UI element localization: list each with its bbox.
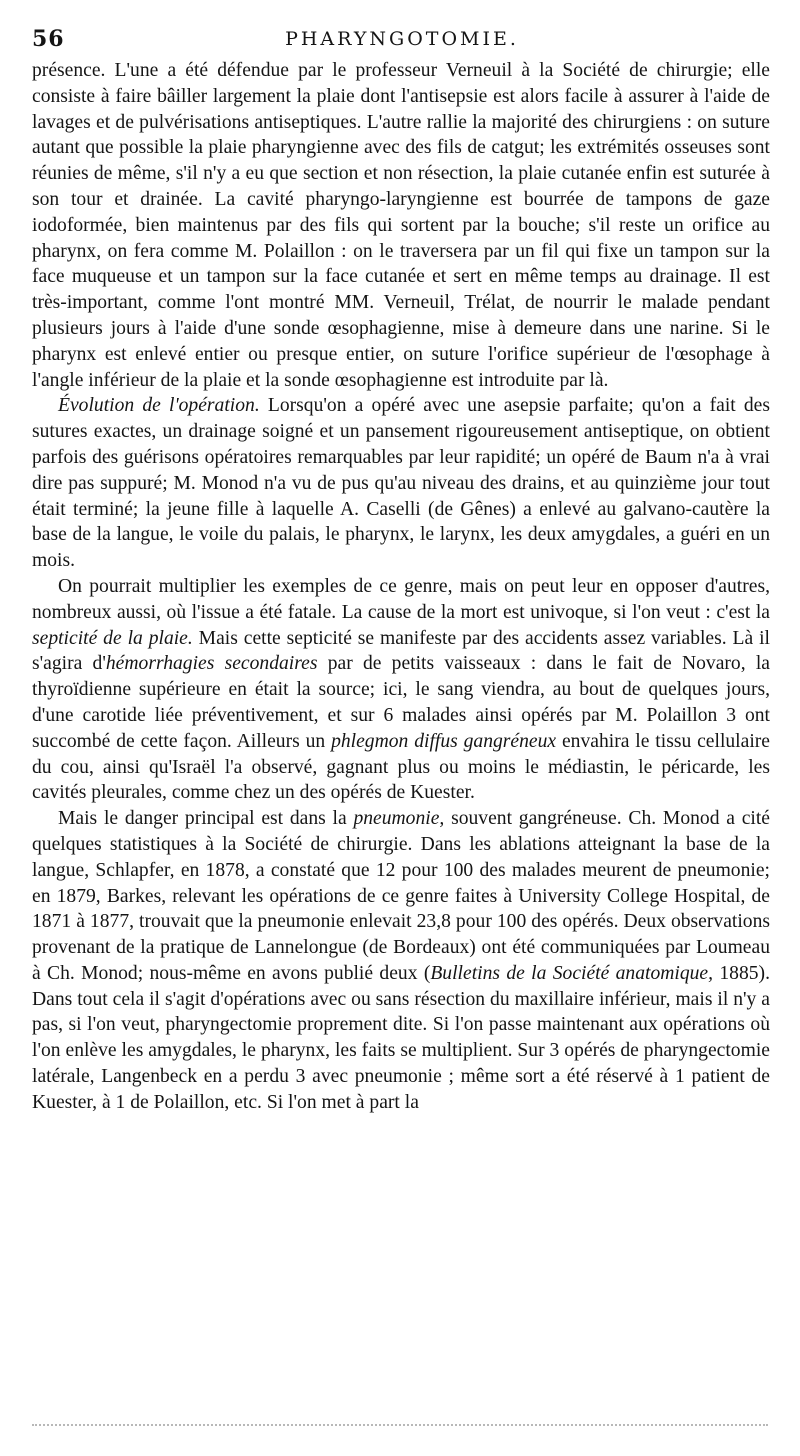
text-run: On pourrait multiplier les exemples de ce genre, mais on peut leur en opposer d'autres, nombreux aussi, où l'issue a été fatale. La cause de la mort est univoque, si l'on veut : c'est la: [32, 575, 770, 623]
text-run: par de petits vaisseaux : dans le fait de Novaro, la thyroïdienne supérieure en était la source; ici, le sang viendra, au bout de quelques jours, d'une carotide liée préventivement, et sur 6 malades ainsi opérés par M. Polaillon 3 ont succombé de cette façon. Ailleurs un: [32, 653, 770, 752]
page-header: [32, 26, 772, 56]
running-title: PHARYNGOTOMIE.: [285, 28, 519, 50]
text-run: Mais cette septicité se manifeste par des accidents assez variables. Là il s'agira d': [32, 627, 770, 675]
italic-phrase: septicité de la plaie.: [32, 627, 193, 649]
body-text: [32, 58, 770, 1116]
text-run: Lorsqu'on a opéré avec une asepsie parfaite; qu'on a fait des sutures exactes, un drainage soigné et un pansement rigoureusement antiseptique, on obtient parfois des guérisons opératoires remarquables par leur rapidité; un opéré de Baum n'a à vrai dire pas suppuré; M. Monod n'a vu de pus qu'au niveau des drains, et au quinzième jour tout était terminé; la jeune fille à laquelle A. Caselli (de Gênes) a enlevé au galvano-cautère la base de la langue, le voile du palais, le pharynx, le larynx, les deux amygdales, a guéri en un mois.: [32, 395, 770, 572]
paragraph: [32, 393, 770, 574]
text-run: envahira le tissu cellulaire du cou, ainsi qu'Israël l'a observé, gagnant plus ou moins le médiastin, le péricarde, les cavités pleurales, comme chez un des opérés de Kuester.: [32, 730, 770, 804]
italic-phrase: Évolution de l'opération.: [58, 395, 260, 417]
text-run: Mais le danger principal est dans la: [58, 808, 354, 830]
italic-phrase: pneumonie,: [353, 808, 445, 830]
scan-artifact-line: [32, 1424, 768, 1428]
paragraph: [32, 574, 770, 806]
page-number: 56: [32, 26, 65, 52]
paragraph: [32, 806, 770, 1116]
text-run: souvent gangréneuse. Ch. Monod a cité quelques statistiques à la Société de chirurgie. Dans les ablations atteignant la base de la langue, Schlapfer, en 1878, a constaté que 12 pour 100 des malades meurent de pneumonie; en 1879, Barkes, relevant les opérations de ce genre faites à University College Hospital, de 1871 à 1877, trouvait que la pneumonie enlevait 23,8 pour 100 des opérés. Deux observations provenant de la pratique de Lannelongue (de Bordeaux) ont été communiquées par Loumeau à Ch. Monod; nous-même en avons publié deux (: [32, 808, 771, 984]
text-run: 1885). Dans tout cela il s'agit d'opérations avec ou sans résection du maxillaire inférieur, mais il n'y a pas, si l'on veut, pharyngectomie proprement dite. Si l'on passe maintenant aux opérations où l'on enlève les amygdales, le pharynx, les faits se multiplient. Sur 3 opérés de pharyngectomie latérale, Langenbeck en a perdu 3 avec pneumonie ; même sort a été réservé à 1 patient de Kuester, à 1 de Polaillon, etc. Si l'on met à part la: [32, 962, 770, 1113]
italic-phrase: hémorrhagies secondaires: [105, 653, 318, 675]
text-run: présence. L'une a été défendue par le professeur Verneuil à la Société de chirurgie; elle consiste à faire bâiller largement la plaie dont l'antisepsie est alors facile à assurer à l'aide de lavages et de pulvérisations antiseptiques. L'autre rallie la majorité des chirurgiens : on suture autant que possible la plaie pharyngienne avec des fils de catgut; les extrémités osseuses sont réunies de même, s'il n'y a eu que section et non résection, la plaie cutanée enfin est suturée à son tour et drainée. La cavité pharyngo-laryngienne est bourrée de tampons de gaze iodoformée, bien maintenus par des fils qui sortent par la bouche; s'il reste un orifice au pharynx, on fera comme M. Polaillon : on le traversera par un fil qui fixe un tampon sur la face muqueuse et un tampon sur la face cutanée et sert en même temps au drainage. Il est très-important, comme l'ont montré MM. Verneuil, Trélat, de nourrir le malade pendant plusieurs jours à l'aide d'une sonde œsophagienne, mise à demeure dans une narine. Si le pharynx est enlevé entier ou presque entier, on suture l'orifice supérieur de l'œsophage à l'angle inférieur de la plaie et la sonde œsophagienne est introduite par là.: [32, 60, 770, 391]
italic-phrase: Bulletins de la Société anatomique,: [430, 962, 714, 984]
italic-phrase: phlegmon diffus gangréneux: [331, 730, 557, 752]
paragraph: [32, 58, 770, 393]
